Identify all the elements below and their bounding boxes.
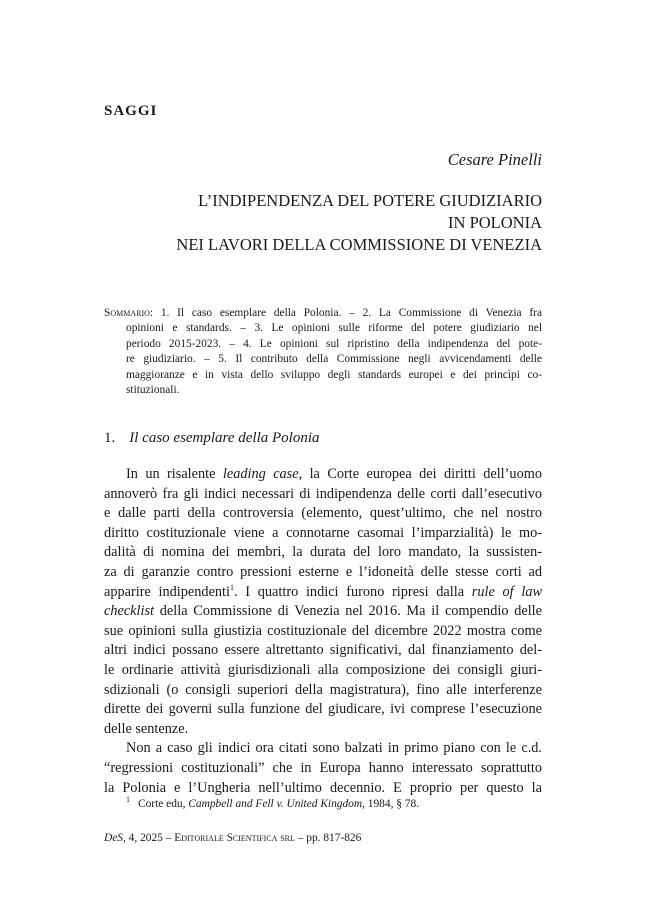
body-line: altri indici possano essere altrettanto significativi, dal finanziamento del- xyxy=(104,642,542,659)
page-range: – pp. 817-826 xyxy=(294,832,362,844)
author-name: Cesare Pinelli xyxy=(447,150,542,169)
italic-run: rule of law xyxy=(471,583,542,600)
body-line: le ordinarie attività giurisdizionali alla composizione dei consigli giuri- xyxy=(104,661,542,678)
italic-run: checklist xyxy=(104,603,155,620)
title-line: IN POLONIA xyxy=(448,213,542,232)
journal-name: DeS xyxy=(104,832,123,844)
summary-line: periodo 2015-2023. – 4. Le opinioni sul ripristino della indipendenza del pote- xyxy=(126,337,542,350)
text-run: apparire indipendenti xyxy=(104,583,231,600)
text-run: , la Corte europea dei diritti dell’uomo xyxy=(298,466,542,482)
summary-line: maggioranze e in vista dello sviluppo degli standards europei e dei princìpi co- xyxy=(126,368,542,381)
summary-first-line: 1. Il caso esemplare della Polonia. – 2. La Commissione di Venezia fra xyxy=(153,307,542,319)
body-line: diritto costituzionale viene a connotarne casomai l’imparzialità) le mo- xyxy=(104,524,542,541)
text-run: In un risalente xyxy=(126,466,223,482)
body-text xyxy=(104,465,542,798)
body-line: sue opinioni sulla giustizia costituzionale del dicembre 2022 mostra come xyxy=(104,622,542,639)
summary-lead: Sommario: xyxy=(104,307,154,319)
footnote-case: Campbell and Fell v. United Kingdom xyxy=(188,797,363,810)
body-line: za di garanzie contro pressioni esterne e l’idoneità delle stesse corti ad xyxy=(104,563,542,580)
summary-line: opinioni e standards. – 3. Le opinioni sulle riforme del potere giudiziario nel xyxy=(126,322,542,335)
publisher-name: Editoriale Scientifica srl xyxy=(174,832,295,844)
body-line: la Polonia e l’Ungheria nell’ultimo decennio. E proprio per questo la xyxy=(104,779,542,796)
body-line xyxy=(104,583,542,603)
text-run: della Commissione di Venezia nel 2016. Ma il compendio delle xyxy=(154,603,542,620)
body-line: dalità di nomina dei membri, la durata del loro mandato, la sussisten- xyxy=(104,544,542,561)
body-line: annoverò fra gli indici necessari di indipendenza delle corti dall’esecutivo xyxy=(104,485,542,502)
summary-line: stituzionali. xyxy=(126,384,180,397)
title-line: L’INDIPENDENZA DEL POTERE GIUDIZIARIO xyxy=(198,191,542,210)
summary xyxy=(104,306,542,398)
body-line xyxy=(104,465,542,485)
body-line xyxy=(104,602,542,622)
summary-line xyxy=(104,306,542,321)
section-heading-text: Il caso esemplare della Polonia xyxy=(129,430,320,446)
body-line: delle sentenze. xyxy=(104,720,189,737)
body-line: sdizionali (o consigli superiori della magistratura), fino alle interferenze xyxy=(104,681,542,698)
footnote-number: 1 xyxy=(126,795,130,804)
section-number: 1. xyxy=(104,430,116,446)
footnote xyxy=(126,795,419,810)
section-heading xyxy=(104,430,320,447)
title-line: NEI LAVORI DELLA COMMISSIONE DI VENEZIA xyxy=(176,235,542,254)
body-line: “regressioni costituzionali” che in Europa hanno interessato soprattutto xyxy=(104,759,542,776)
body-line: dirette dei governi sulla funzione del giudicare, ivi comprese l’esecuzione xyxy=(104,701,542,718)
footnote-ref[interactable]: 1 xyxy=(230,582,235,592)
footnote-suffix: , 1984, § 78. xyxy=(362,797,420,810)
article-title xyxy=(122,190,542,256)
body-line: Non a caso gli indici ora citati sono balzati in primo piano con le c.d. xyxy=(126,740,542,757)
footnote-prefix: Corte edu, xyxy=(138,797,189,810)
journal-issue: , 4, 2025 – xyxy=(122,832,175,844)
page-footer xyxy=(104,832,361,844)
text-run: . I quattro indici furono ripresi dalla xyxy=(234,583,472,600)
body-line: e dalle parti della controversia (elemento, quest’ultimo, che nel nostro xyxy=(104,505,542,522)
section-label: SAGGI xyxy=(104,103,158,119)
italic-run: leading case xyxy=(222,466,299,482)
summary-line: re giudiziario. – 5. Il contributo della Commissione negli avvicendamenti delle xyxy=(126,353,542,366)
